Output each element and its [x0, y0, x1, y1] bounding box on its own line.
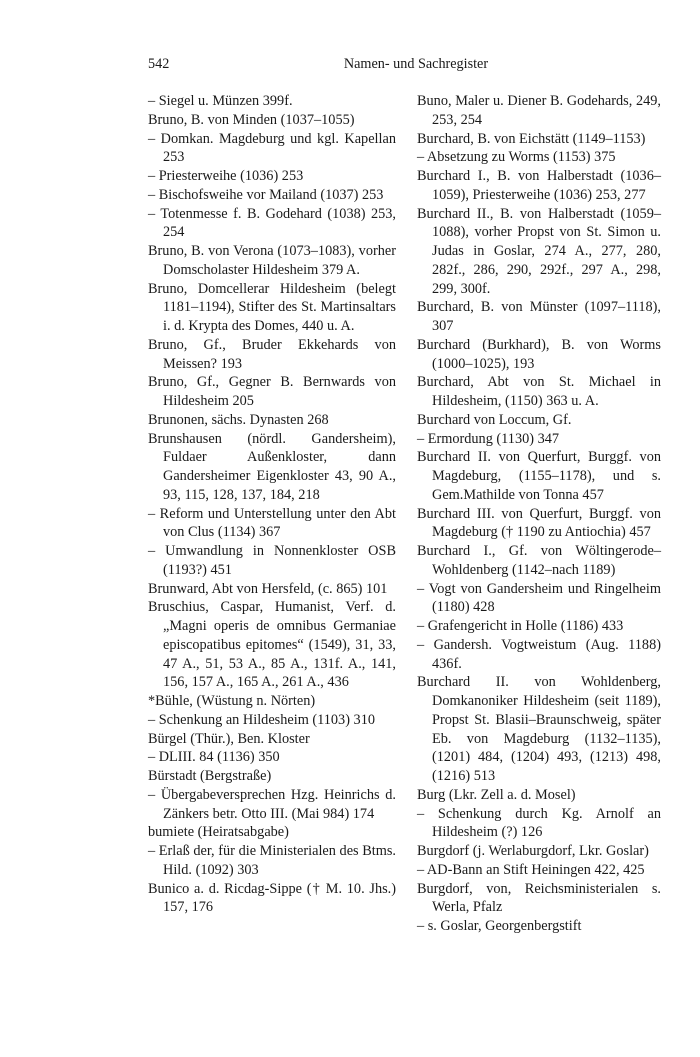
index-entry: – Umwandlung in Nonnenkloster OSB (1193?) 451	[148, 543, 396, 578]
index-entry: – Vogt von Gandersheim und Ringelheim (1180) 428	[417, 580, 661, 616]
index-entry: Burgdorf, von, Reichsministerialen s. Werla, Pfalz	[417, 880, 661, 916]
index-entry: Burgdorf (j. Werlaburgdorf, Lkr. Goslar)	[417, 843, 649, 859]
index-entry: Bürgel (Thür.), Ben. Kloster	[148, 730, 310, 747]
index-entry: Burchard I., B. von Halberstadt (1036–1059), Priesterweihe (1036) 253, 277	[417, 168, 661, 203]
index-entry: Bruno, Gf., Gegner B. Bernwards von Hildesheim 205	[148, 374, 396, 409]
index-entry: – Absetzung zu Worms (1153) 375	[417, 149, 616, 166]
index-entry: – Erlaß der, für die Ministerialen des Btms. Hild. (1092) 303	[148, 843, 396, 878]
index-entry: – Schenkung an Hildesheim (1103) 310	[148, 711, 375, 728]
running-title: Namen- und Sachregister	[343, 56, 489, 72]
index-entry: Bunico a. d. Ricdag-Sippe († M. 10. Jhs.) 157, 176	[148, 880, 396, 916]
index-entry: Burchard II., B. von Halberstadt (1059–1088), vorher Propst von St. Simon u. Judas in Goslar, 274 A., 277, 280, 282f., 286, 290, 292f., 297 A., 298, 299, 300f.	[417, 205, 661, 297]
index-entry: Burchard, B. von Eichstätt (1149–1153)	[417, 130, 646, 147]
index-entry: – Grafengericht in Holle (1186) 433	[417, 618, 624, 634]
index-entry: – Gandersh. Vogtweistum (Aug. 1188) 436f.	[417, 636, 661, 672]
index-entry: Brunonen, sächs. Dynasten 268	[148, 411, 329, 428]
index-entry: *Bühle, (Wüstung n. Nörten)	[148, 693, 316, 709]
index-entry: – Ermordung (1130) 347	[417, 430, 560, 447]
index-entry: Burchard, Abt von St. Michael in Hildesheim, (1150) 363 u. A.	[417, 374, 661, 409]
index-entry: Buno, Maler u. Diener B. Godehards, 249, 253, 254	[417, 93, 661, 128]
index-entry: – s. Goslar, Georgenbergstift	[417, 918, 582, 934]
index-entry: Burchard von Loccum, Gf.	[417, 411, 572, 428]
page-number: 542	[148, 56, 170, 72]
page-header	[148, 56, 654, 76]
index-entry: Bruno, B. von Minden (1037–1055)	[148, 111, 355, 128]
index-entry: Burchard, B. von Münster (1097–1118), 307	[417, 299, 661, 334]
index-entry: Bruno, Gf., Bruder Ekkehards von Meissen? 193	[148, 336, 396, 372]
index-entry: – Übergabeversprechen Hzg. Heinrichs d. Zänkers betr. Otto III. (Mai 984) 174	[148, 786, 396, 822]
index-entry: – DLIII. 84 (1136) 350	[148, 749, 280, 766]
index-entry: bumiete (Heiratsabgabe)	[148, 824, 289, 841]
index-entry: – AD-Bann an Stift Heiningen 422, 425	[417, 861, 645, 878]
index-column-left	[148, 92, 396, 917]
index-entry: Bruschius, Caspar, Humanist, Verf. d. „Magni operis de omnibus Germaniae episcopatibus epitomes“ (1549), 31, 33, 47 A., 51, 53 A., 85 A., 131f. A., 141, 156, 157 A., 165 A., 261 A., 436	[148, 599, 396, 691]
index-entry: – Priesterweihe (1036) 253	[148, 168, 304, 184]
index-entry: – Siegel u. Münzen 399f.	[148, 93, 293, 109]
index-entry: Brunward, Abt von Hersfeld, (c. 865) 101	[148, 580, 388, 597]
index-entry: Burchard II. von Querfurt, Burggf. von Magdeburg, (1155–1178), und s. Gem.Mathilde von Tonna 457	[417, 449, 661, 503]
index-entry: – Schenkung durch Kg. Arnolf an Hildesheim (?) 126	[417, 805, 661, 841]
index-entry: – Bischofsweihe vor Mailand (1037) 253	[148, 186, 384, 203]
index-entry: – Totenmesse f. B. Godehard (1038) 253, 254	[148, 205, 396, 241]
index-entry: Burg (Lkr. Zell a. d. Mosel)	[417, 786, 576, 803]
index-entry: Burchard III. von Querfurt, Burggf. von Magdeburg († 1190 zu Antiochia) 457	[417, 505, 661, 541]
index-entry: – Reform und Unterstellung unter den Abt von Clus (1134) 367	[148, 505, 396, 541]
index-column-right	[417, 92, 661, 936]
index-entry: Burchard I., Gf. von Wöltingerode–Wohldenberg (1142–nach 1189)	[417, 543, 661, 578]
index-entry: Burchard (Burkhard), B. von Worms (1000–1025), 193	[417, 336, 661, 372]
index-entry: Burchard II. von Wohldenberg, Domkanoniker Hildesheim (seit 1189), Propst St. Blasii–Braunschweig, später Eb. von Magdeburg (1132–1135), (1201) 484, (1204) 493, (1213) 498, (1216) 513	[417, 674, 661, 784]
index-entry: Bruno, B. von Verona (1073–1083), vorher Domscholaster Hildesheim 379 A.	[148, 243, 396, 278]
index-entry: Bürstadt (Bergstraße)	[148, 768, 272, 784]
index-entry: Bruno, Domcellerar Hildesheim (belegt 1181–1194), Stifter des St. Martinsaltars i. d. Krypta des Domes, 440 u. A.	[148, 280, 396, 334]
index-entry: Brunshausen (nördl. Gandersheim), Fuldaer Außenkloster, dann Gandersheimer Eigenkloster 43, 90 A., 93, 115, 128, 137, 184, 218	[148, 430, 396, 503]
index-entry: – Domkan. Magdeburg und kgl. Kapellan 253	[148, 130, 396, 166]
